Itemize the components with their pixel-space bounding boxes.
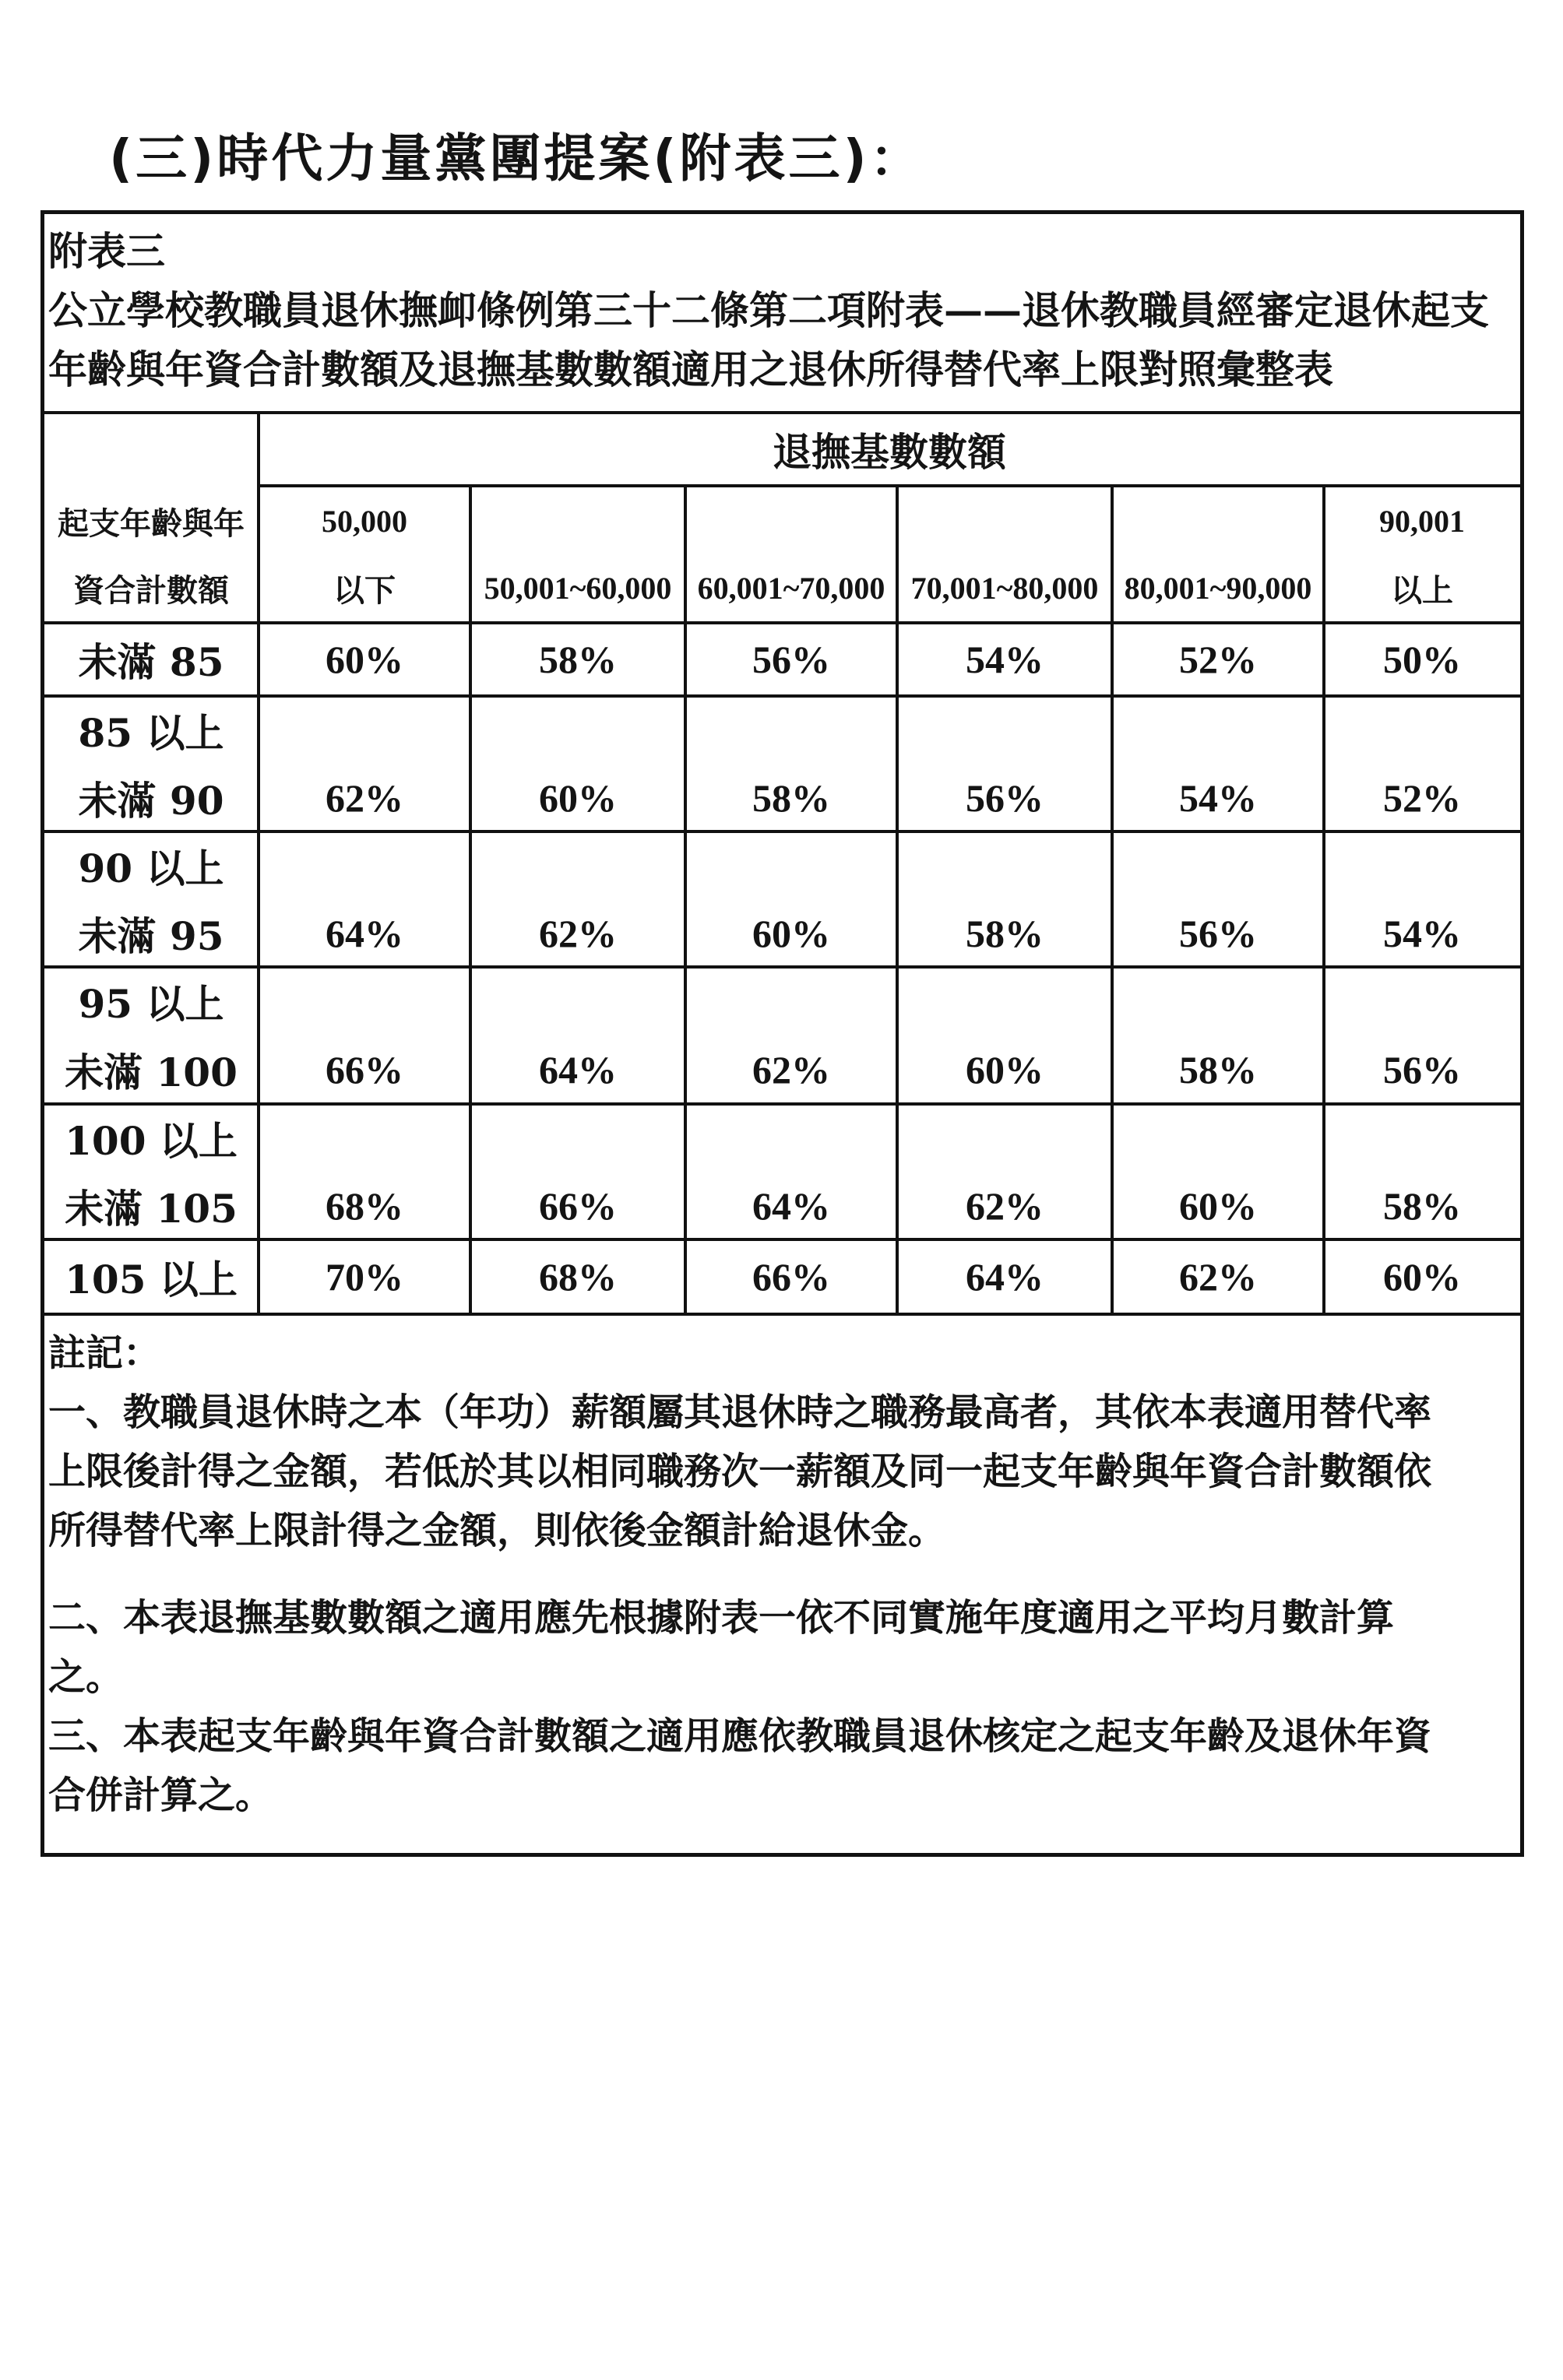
- table-cell-value: 54%: [1383, 911, 1461, 955]
- table-cell-value: 58%: [752, 775, 830, 820]
- table-column-divider: [469, 486, 472, 1314]
- table-cell-value: 68%: [326, 1183, 403, 1228]
- page-heading: (三)時代力量黨團提案(附表三)：: [109, 128, 924, 188]
- table-cell-value: 64%: [752, 1183, 830, 1228]
- table-cell-value: 58%: [1179, 1048, 1257, 1092]
- row-label-line-1: 100 以上: [65, 1117, 238, 1164]
- table-cell-value: 60%: [539, 775, 617, 820]
- table-cell-value: 60%: [966, 1048, 1044, 1092]
- table-cell-value: 60%: [1383, 1255, 1461, 1299]
- table-row-divider: [44, 621, 1520, 624]
- table-intro: [48, 222, 1512, 399]
- table-row-divider: [44, 830, 1520, 833]
- table-cell-value: 62%: [752, 1048, 830, 1092]
- table-cell-value: 68%: [539, 1255, 617, 1299]
- table-row-divider: [44, 1313, 1520, 1316]
- table-cell-value: 56%: [752, 638, 830, 681]
- notes-section: [48, 1324, 1512, 1825]
- table-cell-value: 64%: [326, 911, 403, 955]
- table-column-divider: [1322, 486, 1325, 1314]
- note-2-line-2: 之。: [48, 1655, 124, 1699]
- table-cell-value: 66%: [752, 1255, 830, 1299]
- table-column-divider: [684, 486, 687, 1314]
- row-label: 105 以上: [65, 1257, 238, 1302]
- table-cell-value: 52%: [1179, 638, 1257, 681]
- note-1-line-3: 所得替代率上限計得之金額，則依後金額計給退休金。: [48, 1509, 946, 1552]
- table-cell-value: 56%: [1179, 911, 1257, 955]
- row-label-line-2: 未滿 105: [65, 1185, 238, 1232]
- table-cell-value: 56%: [966, 775, 1044, 820]
- column-header-line-1: [685, 486, 897, 556]
- column-header-line-1: [470, 486, 685, 556]
- table-row-divider: [44, 965, 1520, 969]
- column-header-line-2: 以下: [333, 572, 396, 608]
- table-column-divider: [1111, 486, 1114, 1314]
- table-cell-value: 60%: [752, 911, 830, 955]
- notes-title: 註記：: [48, 1331, 161, 1375]
- column-header-line-2: 80,001~90,000: [1124, 570, 1312, 606]
- note-3-line-2: 合併計算之。: [48, 1774, 273, 1817]
- table-cell-value: 50%: [1383, 638, 1461, 681]
- table-cell-value: 58%: [966, 911, 1044, 955]
- row-header-line-1: 起支年齡與年: [58, 504, 245, 542]
- row-label-line-1: 85 以上: [78, 709, 224, 756]
- table-cell-value: 62%: [539, 911, 617, 955]
- row-header-line-2: 資合計數額: [73, 571, 229, 609]
- note-2-line-1: 二、本表退撫基數數額之適用應先根據附表一依不同實施年度適用之平均月數計算: [48, 1596, 1395, 1640]
- row-label-line-1: 95 以上: [78, 981, 224, 1027]
- group-header-divider: [259, 484, 1520, 487]
- table-row-divider: [44, 1102, 1520, 1106]
- table-title-line-2: 年齡與年資合計數額及退撫基數數額適用之退休所得替代率上限對照彙整表: [48, 346, 1333, 392]
- column-header-line-2: 50,001~60,000: [484, 570, 672, 606]
- table-cell-value: 60%: [326, 638, 403, 681]
- column-header-line-2: 以上: [1391, 572, 1453, 608]
- row-label-line-1: 90 以上: [78, 845, 224, 891]
- table-cell-value: 58%: [1383, 1183, 1461, 1228]
- table-cell-value: 54%: [966, 638, 1044, 681]
- table-cell-value: 70%: [326, 1255, 403, 1299]
- row-label-line-2: 未滿 90: [78, 777, 224, 824]
- table-cell-value: 62%: [966, 1183, 1044, 1228]
- column-header-line-1: [1112, 486, 1324, 556]
- row-label-line-2: 未滿 95: [78, 912, 224, 959]
- column-header-line-2: 70,001~80,000: [910, 570, 1099, 606]
- table-cell-value: 60%: [1179, 1183, 1257, 1228]
- table-cell-value: 62%: [1179, 1255, 1257, 1299]
- column-header-line-1: [897, 486, 1112, 556]
- table-cell-value: 62%: [326, 775, 403, 820]
- table-column-divider: [896, 486, 899, 1314]
- table-cell-value: 66%: [326, 1048, 403, 1092]
- row-label: 未滿 85: [78, 639, 224, 685]
- row-label-line-2: 未滿 100: [65, 1049, 238, 1095]
- table-cell-value: 64%: [539, 1048, 617, 1092]
- table-cell-value: 54%: [1179, 775, 1257, 820]
- table-column-divider: [257, 413, 260, 1314]
- table-top-border: [44, 411, 1520, 414]
- column-header-line-1: 90,001: [1379, 503, 1465, 539]
- note-1-line-1: 一、教職員退休時之本（年功）薪額屬其退休時之職務最高者，其依本表適用替代率: [48, 1390, 1432, 1434]
- column-header-line-2: 60,001~70,000: [697, 570, 885, 606]
- column-header-line-1: 50,000: [322, 503, 407, 539]
- note-1-line-2: 上限後計得之金額，若低於其以相同職務次一薪額及同一起支年齡與年資合計數額依: [48, 1450, 1432, 1493]
- table-cell-value: 52%: [1383, 775, 1461, 820]
- appendix-label: 附表三: [48, 228, 165, 274]
- note-3-line-1: 三、本表起支年齡與年資合計數額之適用應依教職員退休核定之起支年齡及退休年資: [48, 1714, 1432, 1758]
- table-cell-value: 58%: [539, 638, 617, 681]
- table-row-divider: [44, 1238, 1520, 1241]
- table-cell-value: 56%: [1383, 1048, 1461, 1092]
- table-row-divider: [44, 694, 1520, 698]
- group-header: 退撫基數數額: [773, 429, 1006, 475]
- table-title-line-1: 公立學校教職員退休撫卹條例第三十二條第二項附表——退休教職員經審定退休起支: [48, 287, 1489, 333]
- table-cell-value: 66%: [539, 1183, 617, 1228]
- table-cell-value: 64%: [966, 1255, 1044, 1299]
